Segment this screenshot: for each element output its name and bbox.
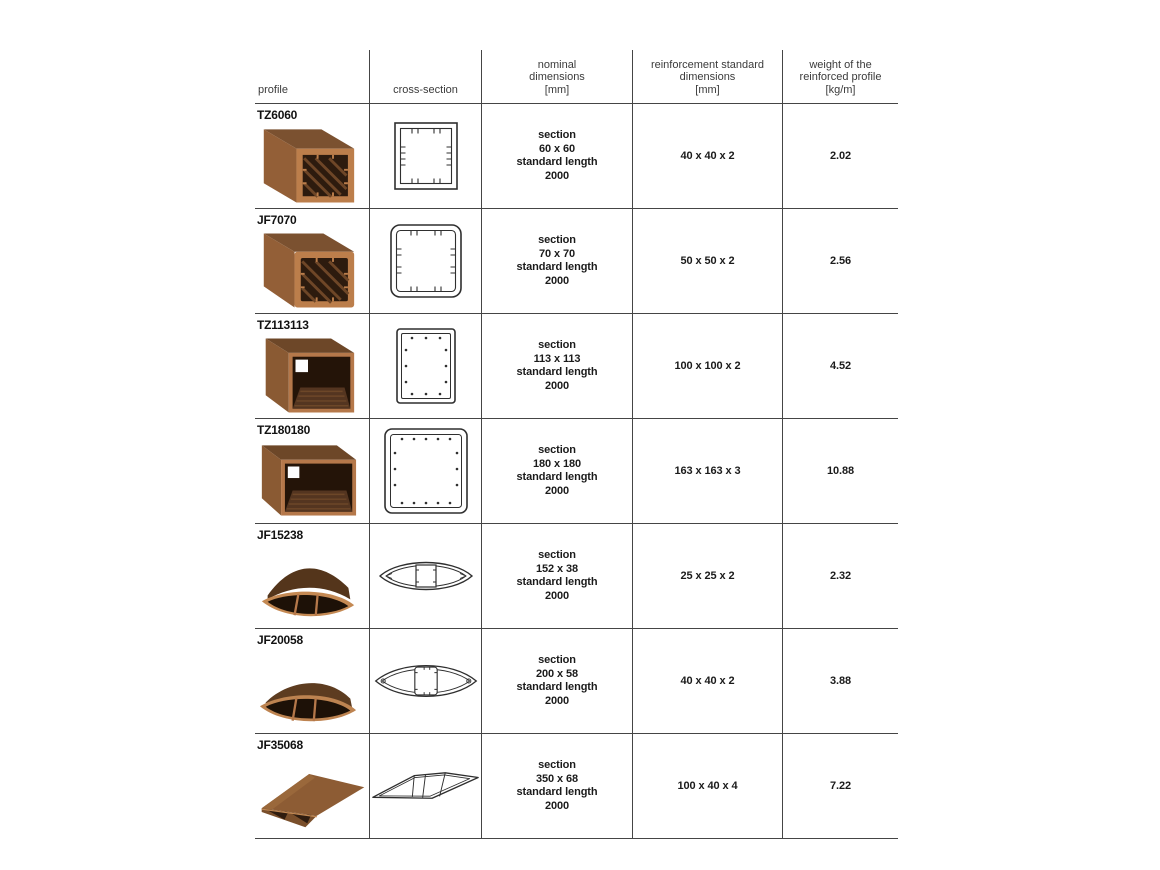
- length-label: standard length: [516, 576, 598, 588]
- section-label: section: [538, 654, 576, 666]
- section-value: 200 x 58: [535, 667, 579, 680]
- length-label: standard length: [516, 156, 598, 168]
- reinforcement-cell: 50 x 50 x 2: [633, 209, 783, 313]
- nominal-dimensions-cell: [482, 104, 633, 208]
- table-row: [255, 314, 898, 419]
- lens-profile-3d-image: [258, 650, 369, 728]
- column-header-reinforcement: [633, 50, 783, 103]
- nominal-dimensions-cell: [482, 524, 633, 628]
- rounded-square-ribbed-crosssection-icon: [370, 209, 482, 313]
- table-header-row: [255, 50, 898, 104]
- square-dotted-crosssection-icon: [370, 314, 482, 418]
- table-row: [255, 524, 898, 629]
- square-ribbed-crosssection-icon: [370, 104, 482, 208]
- length-value: 2000: [544, 694, 570, 707]
- lens-crosssection-icon: [370, 524, 482, 628]
- square-tube-3d-image: [258, 230, 369, 310]
- weight-cell: 2.32: [829, 570, 851, 582]
- length-value: 2000: [544, 799, 570, 812]
- profile-name: JF20058: [257, 633, 303, 647]
- large-lens-crosssection-icon: [370, 629, 482, 733]
- header-line: profile: [258, 83, 288, 96]
- blade-profile-3d-image: [258, 755, 369, 831]
- header-line: dimensions: [529, 71, 585, 83]
- profile-cell: [255, 524, 370, 628]
- length-label: standard length: [516, 471, 598, 483]
- table-row: [255, 104, 898, 209]
- nominal-dimensions-cell: [482, 314, 633, 418]
- section-label: section: [538, 339, 576, 351]
- profile-spec-table: [255, 50, 898, 839]
- nominal-dimensions-cell: [482, 629, 633, 733]
- length-value: 2000: [544, 484, 570, 497]
- table-row: [255, 419, 898, 524]
- section-label: section: [538, 759, 576, 771]
- nominal-dimensions-cell: [482, 419, 633, 523]
- nominal-dimensions-cell: [482, 209, 633, 313]
- profile-name: TZ180180: [257, 423, 311, 437]
- section-label: section: [538, 234, 576, 246]
- large-square-dotted-crosssection-icon: [370, 419, 482, 523]
- section-value: 180 x 180: [532, 457, 582, 470]
- header-line: [mm]: [695, 83, 720, 96]
- reinforcement-cell: 100 x 40 x 4: [633, 734, 783, 838]
- open-square-tube-3d-image: [258, 440, 369, 518]
- reinforcement-cell: 163 x 163 x 3: [633, 419, 783, 523]
- weight-cell: 2.56: [829, 255, 851, 267]
- header-line: [kg/m]: [825, 83, 856, 96]
- header-line: weight of the: [809, 58, 872, 71]
- length-value: 2000: [544, 589, 570, 602]
- profile-name: TZ113113: [257, 318, 309, 332]
- column-header-weight: [783, 50, 898, 103]
- profile-name: JF15238: [257, 528, 303, 542]
- header-line: reinforcement standard: [650, 58, 765, 71]
- profile-name: JF7070: [257, 213, 297, 227]
- weight-cell: 10.88: [826, 465, 855, 477]
- reinforcement-cell: 40 x 40 x 2: [633, 629, 783, 733]
- profile-cell: [255, 314, 370, 418]
- weight-cell: 4.52: [829, 360, 851, 372]
- length-label: standard length: [516, 786, 598, 798]
- section-value: 152 x 38: [535, 562, 579, 575]
- profile-cell: [255, 629, 370, 733]
- weight-cell: 3.88: [829, 675, 851, 687]
- profile-name: TZ6060: [257, 108, 298, 122]
- header-line: nominal: [537, 58, 577, 71]
- nominal-dimensions-cell: [482, 734, 633, 838]
- weight-cell: 7.22: [829, 780, 851, 792]
- table-row: [255, 209, 898, 314]
- section-value: 113 x 113: [533, 352, 581, 365]
- profile-cell: [255, 209, 370, 313]
- square-tube-3d-image: [258, 125, 369, 205]
- blade-crosssection-icon: [370, 734, 482, 838]
- table-row: [255, 629, 898, 734]
- lens-profile-3d-image: [258, 545, 369, 623]
- reinforcement-cell: 40 x 40 x 2: [633, 104, 783, 208]
- length-label: standard length: [516, 366, 598, 378]
- header-line: reinforced profile: [799, 71, 882, 83]
- open-square-tube-3d-image: [258, 335, 369, 415]
- section-label: section: [538, 129, 576, 141]
- section-value: 350 x 68: [535, 772, 579, 785]
- length-label: standard length: [516, 261, 598, 273]
- header-line: [mm]: [544, 83, 570, 96]
- section-value: 60 x 60: [538, 142, 575, 155]
- column-header-nominal-dimensions: [482, 50, 633, 103]
- profile-cell: [255, 419, 370, 523]
- section-label: section: [538, 444, 576, 456]
- section-value: 70 x 70: [538, 247, 575, 260]
- weight-cell: 2.02: [829, 150, 851, 162]
- reinforcement-cell: 25 x 25 x 2: [633, 524, 783, 628]
- length-label: standard length: [516, 681, 598, 693]
- header-line: cross-section: [393, 83, 458, 96]
- reinforcement-cell: 100 x 100 x 2: [633, 314, 783, 418]
- column-header-cross-section: [370, 50, 482, 103]
- profile-cell: [255, 104, 370, 208]
- length-value: 2000: [544, 169, 570, 182]
- table-row: [255, 734, 898, 839]
- length-value: 2000: [544, 274, 570, 287]
- profile-name: JF35068: [257, 738, 303, 752]
- column-header-profile: [255, 50, 370, 103]
- length-value: 2000: [544, 379, 570, 392]
- profile-cell: [255, 734, 370, 838]
- section-label: section: [538, 549, 576, 561]
- header-line: dimensions: [679, 71, 736, 83]
